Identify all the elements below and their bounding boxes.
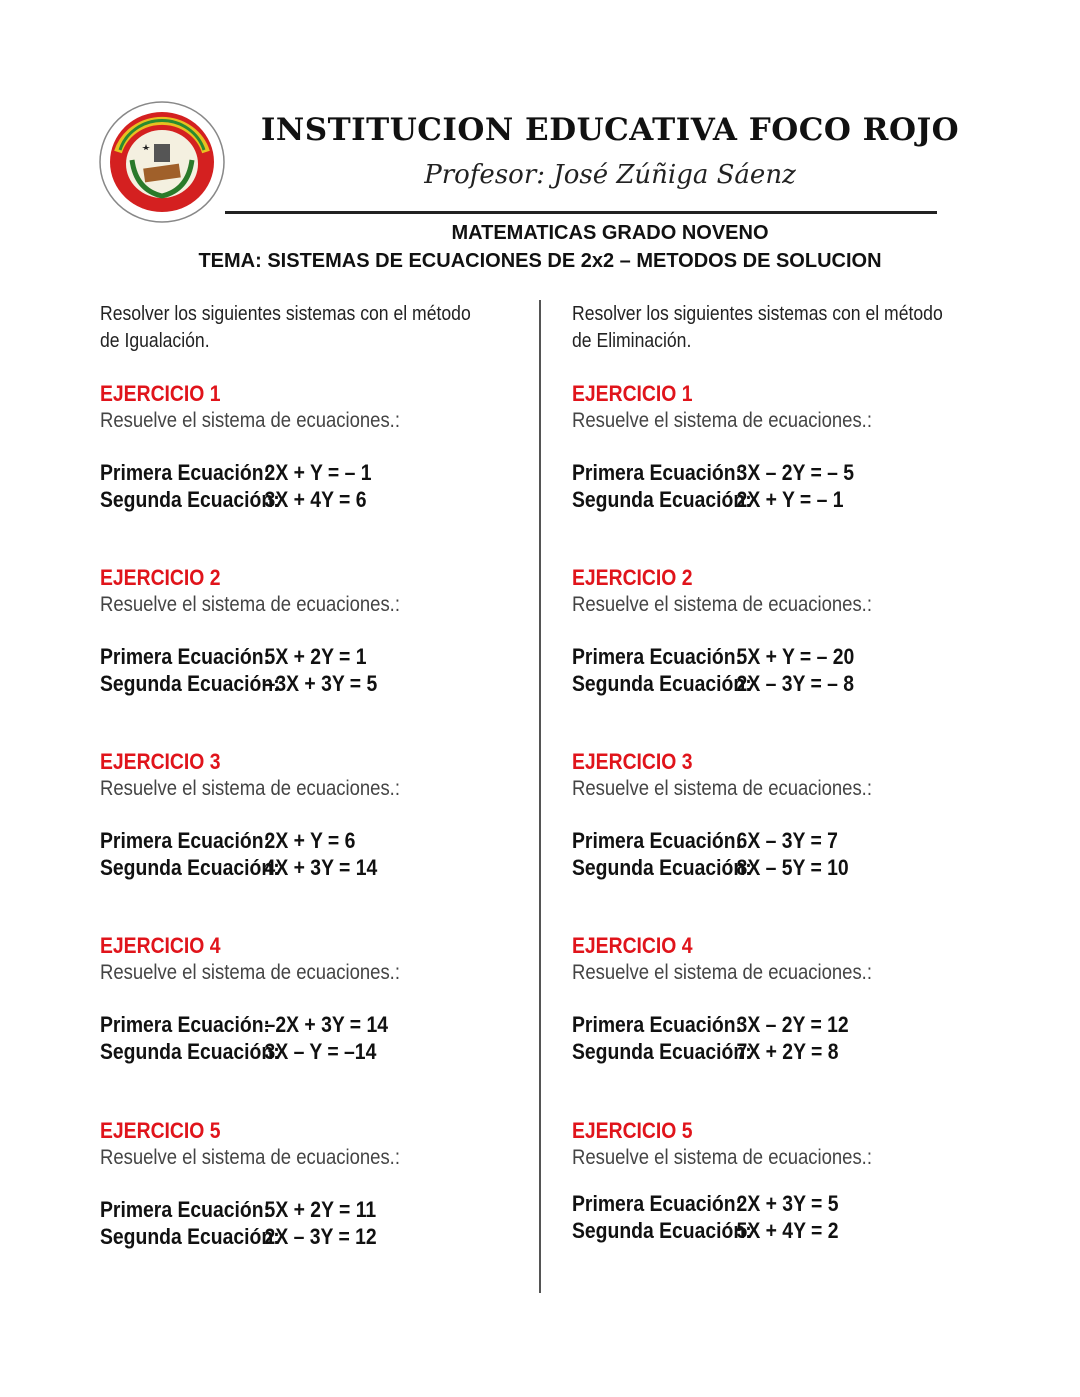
exercise-title-text: EJERCICIO 5 — [100, 1118, 221, 1143]
equation-value: –2X + 3Y = 14 — [264, 1012, 389, 1037]
left-column — [100, 301, 520, 355]
intro-text: Resolver los siguientes sistemas con el método — [572, 303, 943, 325]
exercise-left-2 — [100, 564, 441, 697]
column-divider — [539, 300, 541, 1293]
second-equation — [572, 670, 913, 697]
exercise-right-4 — [572, 932, 913, 1065]
equation-value: 2X + 3Y = 5 — [736, 1191, 839, 1216]
equation-value: 8X – 5Y = 10 — [736, 855, 849, 880]
equation-label: Segunda Ecuación: — [572, 1039, 752, 1064]
exercise-prompt — [100, 959, 441, 986]
equation-label: Primera Ecuación: — [100, 828, 271, 853]
equation-label: Primera Ecuación: — [572, 1191, 743, 1216]
exercise-prompt — [100, 591, 441, 618]
intro-line — [100, 328, 520, 355]
equation-value: 7X + 2Y = 8 — [736, 1039, 839, 1064]
exercise-title — [572, 380, 913, 407]
exercise-right-1 — [572, 380, 913, 513]
exercise-left-3 — [100, 748, 441, 881]
first-equation — [100, 459, 441, 486]
second-equation — [572, 1038, 913, 1065]
exercise-title — [572, 1117, 913, 1144]
exercise-title — [572, 932, 913, 959]
exercise-prompt-text: Resuelve el sistema de ecuaciones.: — [572, 409, 872, 432]
equation-value: 3X – 2Y = – 5 — [736, 460, 855, 485]
right-column — [572, 301, 992, 355]
equation-label: Segunda Ecuación: — [100, 855, 280, 880]
equation-value: 5X + 4Y = 2 — [736, 1218, 839, 1243]
exercise-title-text: EJERCICIO 4 — [100, 933, 221, 958]
exercise-title — [572, 564, 913, 591]
exercise-prompt-text: Resuelve el sistema de ecuaciones.: — [572, 1146, 872, 1169]
second-equation — [100, 670, 441, 697]
first-equation — [572, 827, 913, 854]
exercise-prompt — [100, 775, 441, 802]
equation-label: Segunda Ecuación: — [100, 1039, 280, 1064]
second-equation — [100, 854, 441, 881]
exercise-prompt — [100, 407, 441, 434]
exercise-title-text: EJERCICIO 5 — [572, 1118, 693, 1143]
first-equation — [100, 1011, 441, 1038]
second-equation — [100, 486, 441, 513]
equation-value: 4X + 3Y = 14 — [264, 855, 378, 880]
intro-text: Resolver los siguientes sistemas con el método — [100, 303, 471, 325]
exercise-left-1 — [100, 380, 441, 513]
exercise-prompt-text: Resuelve el sistema de ecuaciones.: — [572, 593, 872, 616]
topic-heading: TEMA: SISTEMAS DE ECUACIONES DE 2x2 – METODOS DE SOLUCION — [198, 250, 882, 272]
exercise-title-text: EJERCICIO 2 — [572, 565, 693, 590]
intro-line — [100, 301, 520, 328]
equation-label: Primera Ecuación: — [572, 460, 743, 485]
teacher-name: Profesor: José Zúñiga Sáenz — [424, 160, 796, 190]
first-equation — [572, 643, 913, 670]
exercise-title — [100, 564, 441, 591]
second-equation — [100, 1038, 441, 1065]
intro-text: de Eliminación. — [572, 330, 692, 352]
equation-label: Segunda Ecuación: — [572, 671, 752, 696]
exercise-prompt — [572, 959, 913, 986]
exercise-title-text: EJERCICIO 1 — [572, 381, 693, 406]
equation-label: Primera Ecuación: — [100, 1012, 271, 1037]
exercise-right-3 — [572, 748, 913, 881]
left-intro — [100, 301, 520, 355]
first-equation — [572, 459, 913, 486]
exercise-prompt-text: Resuelve el sistema de ecuaciones.: — [100, 409, 400, 432]
second-equation — [572, 1217, 913, 1244]
equation-value: 2X – 3Y = – 8 — [736, 671, 855, 696]
second-equation — [100, 1223, 441, 1250]
equation-label: Primera Ecuación: — [100, 644, 271, 669]
equation-value: 5X + 2Y = 1 — [264, 644, 367, 669]
exercise-right-5 — [572, 1117, 913, 1244]
exercise-prompt-text: Resuelve el sistema de ecuaciones.: — [100, 777, 400, 800]
intro-line — [572, 301, 992, 328]
first-equation — [100, 827, 441, 854]
exercise-title — [100, 748, 441, 775]
exercise-title-text: EJERCICIO 1 — [100, 381, 221, 406]
exercise-prompt — [572, 591, 913, 618]
equation-value: 3X – 2Y = 12 — [736, 1012, 849, 1037]
equation-label: Segunda Ecuación: — [100, 671, 280, 696]
intro-line — [572, 328, 992, 355]
exercise-prompt-text: Resuelve el sistema de ecuaciones.: — [572, 777, 872, 800]
equation-value: 2X + Y = – 1 — [264, 460, 372, 485]
equation-label: Segunda Ecuación: — [572, 1218, 752, 1243]
first-equation — [572, 1190, 913, 1217]
exercise-title-text: EJERCICIO 2 — [100, 565, 221, 590]
first-equation — [100, 1196, 441, 1223]
equation-label: Segunda Ecuación: — [100, 1224, 280, 1249]
equation-value: 2X + Y = 6 — [264, 828, 356, 853]
equation-label: Primera Ecuación: — [100, 1197, 271, 1222]
exercise-title — [100, 1117, 441, 1144]
exercise-prompt-text: Resuelve el sistema de ecuaciones.: — [100, 1146, 400, 1169]
exercise-title-text: EJERCICIO 3 — [100, 749, 221, 774]
equation-value: 5X + Y = – 20 — [736, 644, 855, 669]
equation-label: Primera Ecuación: — [572, 644, 743, 669]
equation-label: Primera Ecuación: — [100, 460, 271, 485]
header-divider — [225, 211, 937, 214]
equation-value: –3X + 3Y = 5 — [264, 671, 378, 696]
exercise-prompt-text: Resuelve el sistema de ecuaciones.: — [100, 961, 400, 984]
exercise-prompt-text: Resuelve el sistema de ecuaciones.: — [100, 593, 400, 616]
equation-value: 3X – Y = –14 — [264, 1039, 377, 1064]
first-equation — [572, 1011, 913, 1038]
second-equation — [572, 486, 913, 513]
equation-value: 2X + Y = – 1 — [736, 487, 844, 512]
second-equation — [572, 854, 913, 881]
exercise-title-text: EJERCICIO 3 — [572, 749, 693, 774]
equation-label: Segunda Ecuación: — [572, 855, 752, 880]
equation-label: Segunda Ecuación: — [100, 487, 280, 512]
exercise-title — [572, 748, 913, 775]
equation-value: 3X + 4Y = 6 — [264, 487, 367, 512]
institution-name: INSTITUCION EDUCATIVA FOCO ROJO — [260, 112, 960, 148]
equation-label: Primera Ecuación: — [572, 1012, 743, 1037]
exercise-prompt — [572, 407, 913, 434]
exercise-title — [100, 932, 441, 959]
equation-value: 5X + 2Y = 11 — [264, 1197, 377, 1222]
exercise-left-4 — [100, 932, 441, 1065]
first-equation — [100, 643, 441, 670]
exercise-prompt — [572, 775, 913, 802]
exercise-title — [100, 380, 441, 407]
right-intro — [572, 301, 992, 355]
exercise-right-2 — [572, 564, 913, 697]
equation-value: 2X – 3Y = 12 — [264, 1224, 377, 1249]
school-logo — [98, 100, 226, 224]
equation-value: 6X – 3Y = 7 — [736, 828, 838, 853]
exercise-prompt-text: Resuelve el sistema de ecuaciones.: — [572, 961, 872, 984]
exercise-title-text: EJERCICIO 4 — [572, 933, 693, 958]
equation-label: Primera Ecuación: — [572, 828, 743, 853]
exercise-prompt — [100, 1144, 441, 1171]
exercise-prompt — [572, 1144, 913, 1171]
subject-heading: MATEMATICAS GRADO NOVENO — [451, 222, 769, 244]
equation-label: Segunda Ecuación: — [572, 487, 752, 512]
exercise-left-5 — [100, 1117, 441, 1250]
intro-text: de Igualación. — [100, 330, 210, 352]
